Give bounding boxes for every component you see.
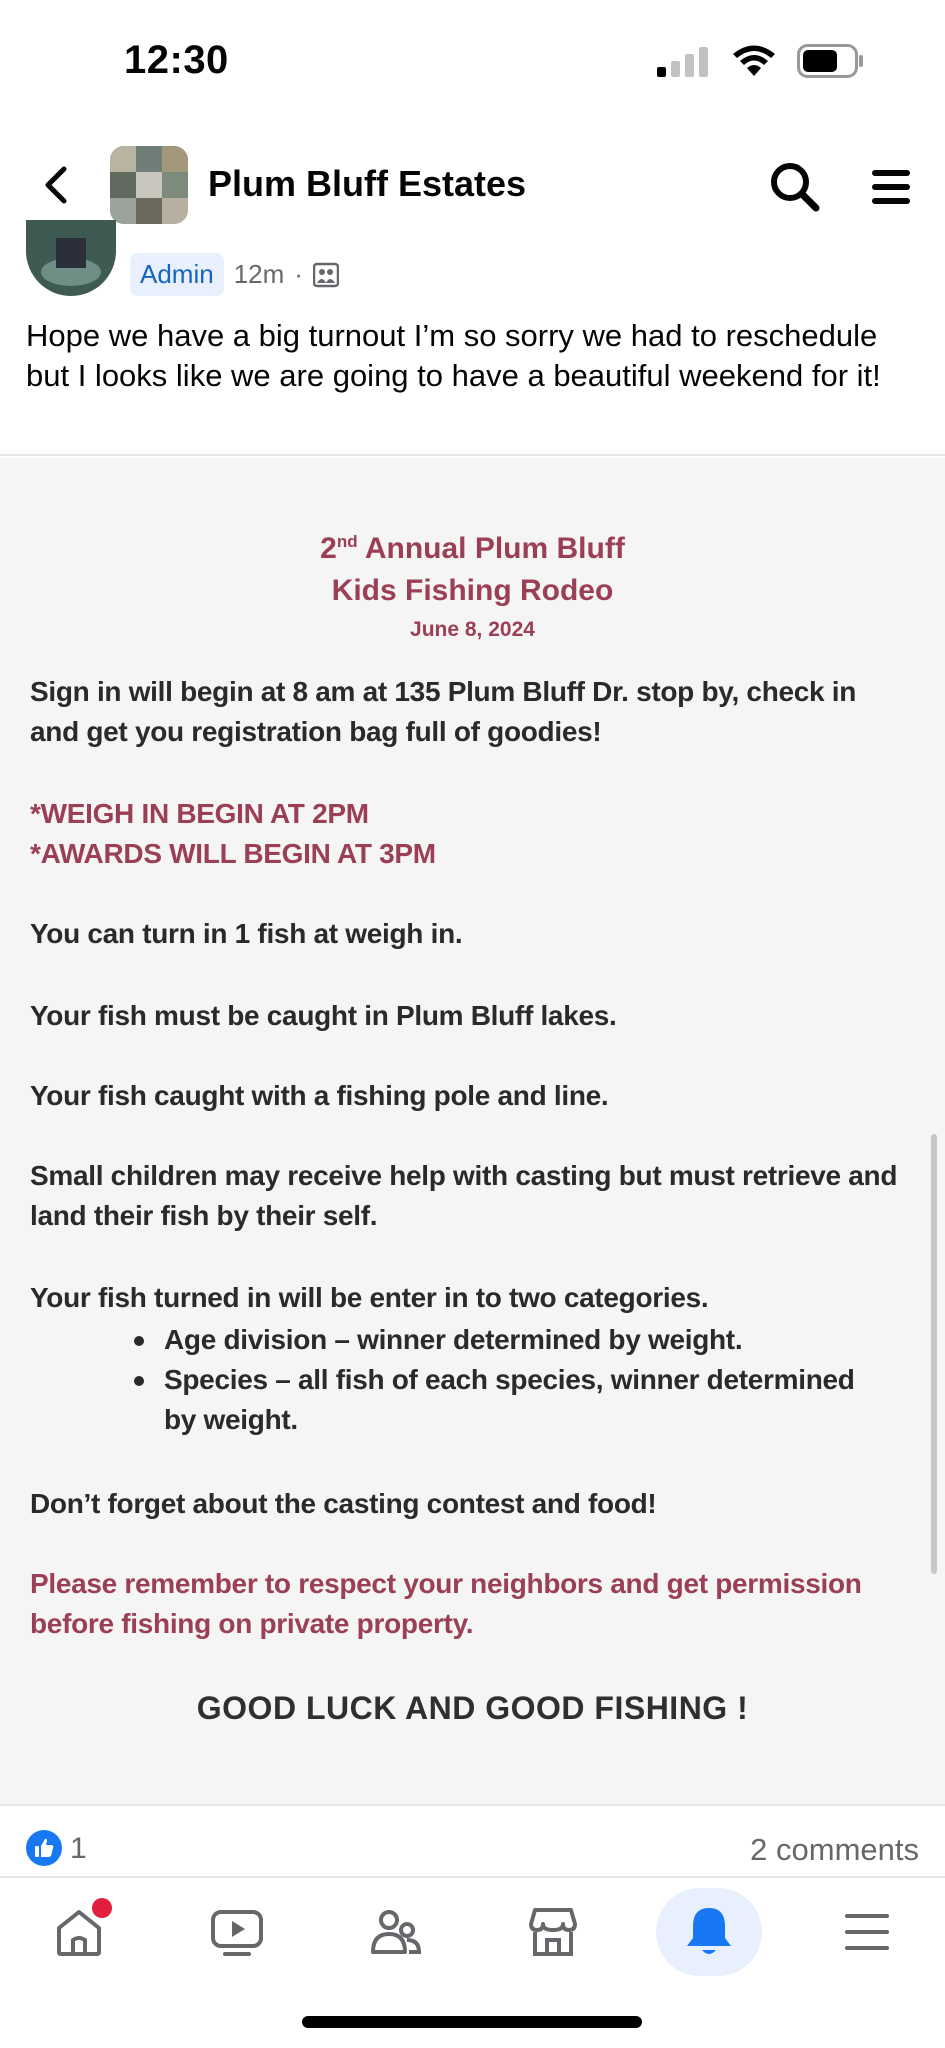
more-menu-button[interactable] xyxy=(866,162,916,212)
flyer-category-list xyxy=(134,1320,894,1440)
status-time: 12:30 xyxy=(124,38,229,82)
flyer-rule-3: Your fish caught with a fishing pole and line. xyxy=(30,1080,609,1111)
list-item: Age division – winner determined by weight. xyxy=(134,1320,894,1360)
hamburger-icon xyxy=(866,162,916,212)
list-item: Species – all fish of each species, winner determined by weight. xyxy=(134,1360,894,1440)
status-icons xyxy=(655,44,865,78)
flyer-closing: GOOD LUCK AND GOOD FISHING ! xyxy=(196,1690,749,1726)
chevron-left-icon xyxy=(40,165,70,205)
status-bar xyxy=(0,0,945,128)
author-avatar[interactable] xyxy=(26,220,116,296)
nav-notifications[interactable] xyxy=(656,1888,762,1976)
bullet-icon xyxy=(134,1336,144,1346)
marketplace-icon xyxy=(525,1904,581,1960)
post-meta xyxy=(130,253,339,296)
nav-menu[interactable] xyxy=(814,1888,920,1976)
like-count[interactable]: 1 xyxy=(70,1832,87,1865)
group-avatar[interactable] xyxy=(110,146,188,224)
wifi-icon xyxy=(731,44,777,78)
post-image-flyer[interactable] xyxy=(0,458,945,1804)
flyer-awards: *AWARDS WILL BEGIN AT 3PM xyxy=(30,838,436,869)
bottom-navigation xyxy=(0,1878,945,1988)
flyer-date: June 8, 2024 xyxy=(410,618,535,641)
flyer-signin: Sign in will begin at 8 am at 135 Plum Bluff Dr. stop by, check in and get you registration bag full of goodies! xyxy=(30,676,857,747)
menu-icon xyxy=(839,1904,895,1960)
author-photo xyxy=(26,220,116,296)
flyer-subtitle: Kids Fishing Rodeo xyxy=(331,574,614,607)
group-photo-collage xyxy=(110,146,188,224)
flyer-permission: Please remember to respect your neighbors and get permission before fishing on private property. xyxy=(30,1568,862,1639)
comments-count[interactable]: 2 comments xyxy=(750,1832,919,1867)
flyer-weigh-in: *WEIGH IN BEGIN AT 2PM xyxy=(30,798,369,829)
group-title[interactable]: Plum Bluff Estates xyxy=(208,163,527,204)
flyer-title: 2nd Annual Plum Bluff xyxy=(320,532,625,565)
flyer-rule-1: You can turn in 1 fish at weigh in. xyxy=(30,918,463,949)
battery-icon xyxy=(797,44,865,78)
flyer-casting: Don’t forget about the casting contest and food! xyxy=(30,1488,657,1519)
home-indicator[interactable] xyxy=(302,2016,642,2028)
back-button[interactable] xyxy=(30,160,80,210)
meta-separator: · xyxy=(294,259,303,289)
admin-badge: Admin xyxy=(130,253,224,296)
bullet-icon xyxy=(134,1376,144,1386)
search-icon xyxy=(768,160,822,214)
bell-icon xyxy=(681,1904,737,1960)
group-header xyxy=(0,130,945,242)
flyer-rule-4: Small children may receive help with casting but must retrieve and land their fish by their self. xyxy=(30,1160,898,1231)
post-time[interactable]: 12m xyxy=(233,259,285,289)
flyer-rule-2: Your fish must be caught in Plum Bluff lakes. xyxy=(30,1000,617,1031)
like-reaction-icon[interactable] xyxy=(26,1830,62,1866)
group-members-icon xyxy=(313,262,339,288)
friends-icon xyxy=(367,1904,423,1960)
notification-dot xyxy=(92,1898,112,1918)
flyer-categories-intro: Your fish turned in will be enter in to two categories. xyxy=(30,1282,709,1313)
nav-video[interactable] xyxy=(184,1888,290,1976)
search-button[interactable] xyxy=(768,160,822,214)
nav-home[interactable] xyxy=(26,1888,132,1976)
nav-friends[interactable] xyxy=(342,1888,448,1976)
nav-marketplace[interactable] xyxy=(500,1888,606,1976)
scrollbar[interactable] xyxy=(931,1134,937,1574)
reactions-bar xyxy=(0,1806,945,1876)
video-icon xyxy=(209,1904,265,1960)
post-text: Hope we have a big turnout I’m so sorry we had to reschedule but I looks like we are going to have a beautiful weekend for it! xyxy=(26,318,881,393)
cellular-signal-icon xyxy=(655,45,711,77)
divider xyxy=(0,454,945,456)
thumbs-up-icon xyxy=(33,1837,55,1859)
